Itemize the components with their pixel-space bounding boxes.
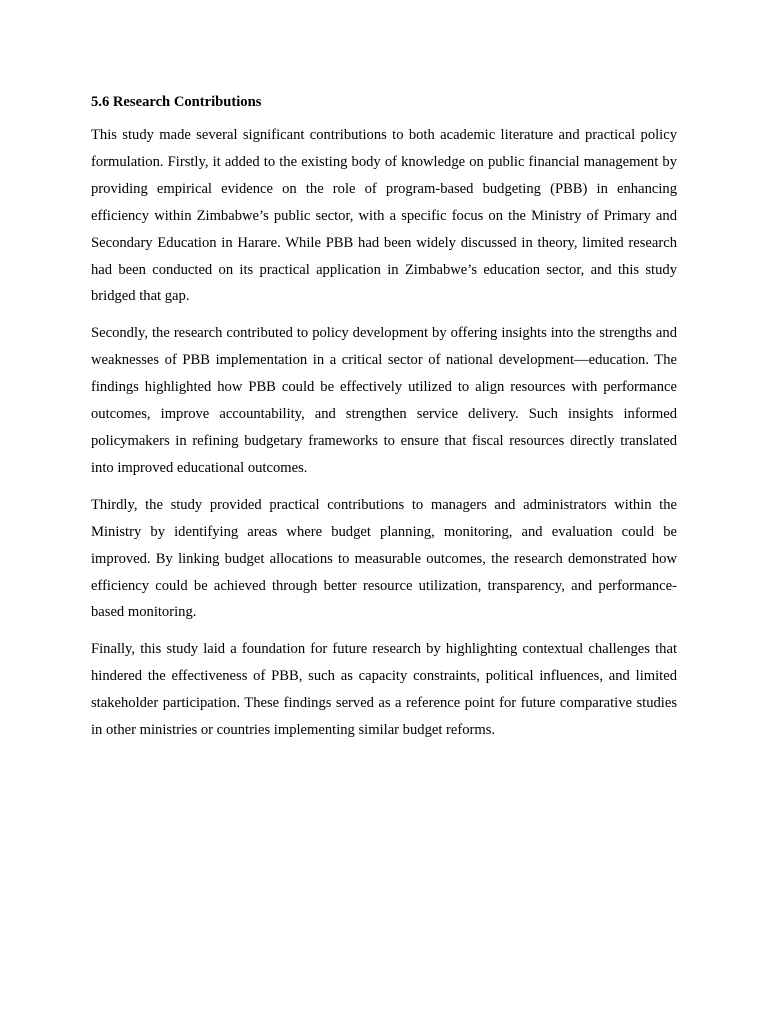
section-heading: 5.6 Research Contributions — [91, 94, 262, 110]
paragraph-4: Finally, this study laid a foundation for future research by highlighting contextual challenges that hindered the effectiveness of PBB, such as capacity constraints, political influences, and limited stakeholder participation. These findings served as a reference point for future comparative studies in other ministries or countries implementing similar budget reforms. — [91, 641, 677, 739]
document-page — [91, 92, 677, 754]
paragraph-3: Thirdly, the study provided practical contributions to managers and administrators within the Ministry by identifying areas where budget planning, monitoring, and evaluation could be improved. By linking budget allocations to measurable outcomes, the research demonstrated how efficiency could be achieved through better resource utilization, transparency, and performance-based monitoring. — [91, 496, 677, 621]
paragraph-2: Secondly, the research contributed to policy development by offering insights into the strengths and weaknesses of PBB implementation in a critical sector of national development—education. The findings highlighted how PBB could be effectively utilized to align resources with performance outcomes, improve accountability, and strengthen service delivery. Such insights informed policymakers in refining budgetary frameworks to ensure that fiscal resources directly translated into improved educational outcomes. — [91, 325, 677, 476]
paragraph-1: This study made several significant contributions to both academic literature and practical policy formulation. Firstly, it added to the existing body of knowledge on public financial management by providing empirical evidence on the role of program-based budgeting (PBB) in enhancing efficiency within Zimbabwe’s public sector, with a specific focus on the Ministry of Primary and Secondary Education in Harare. While PBB had been widely discussed in theory, limited research had been conducted on its practical application in Zimbabwe’s education sector, and this study bridged that gap. — [91, 127, 677, 305]
